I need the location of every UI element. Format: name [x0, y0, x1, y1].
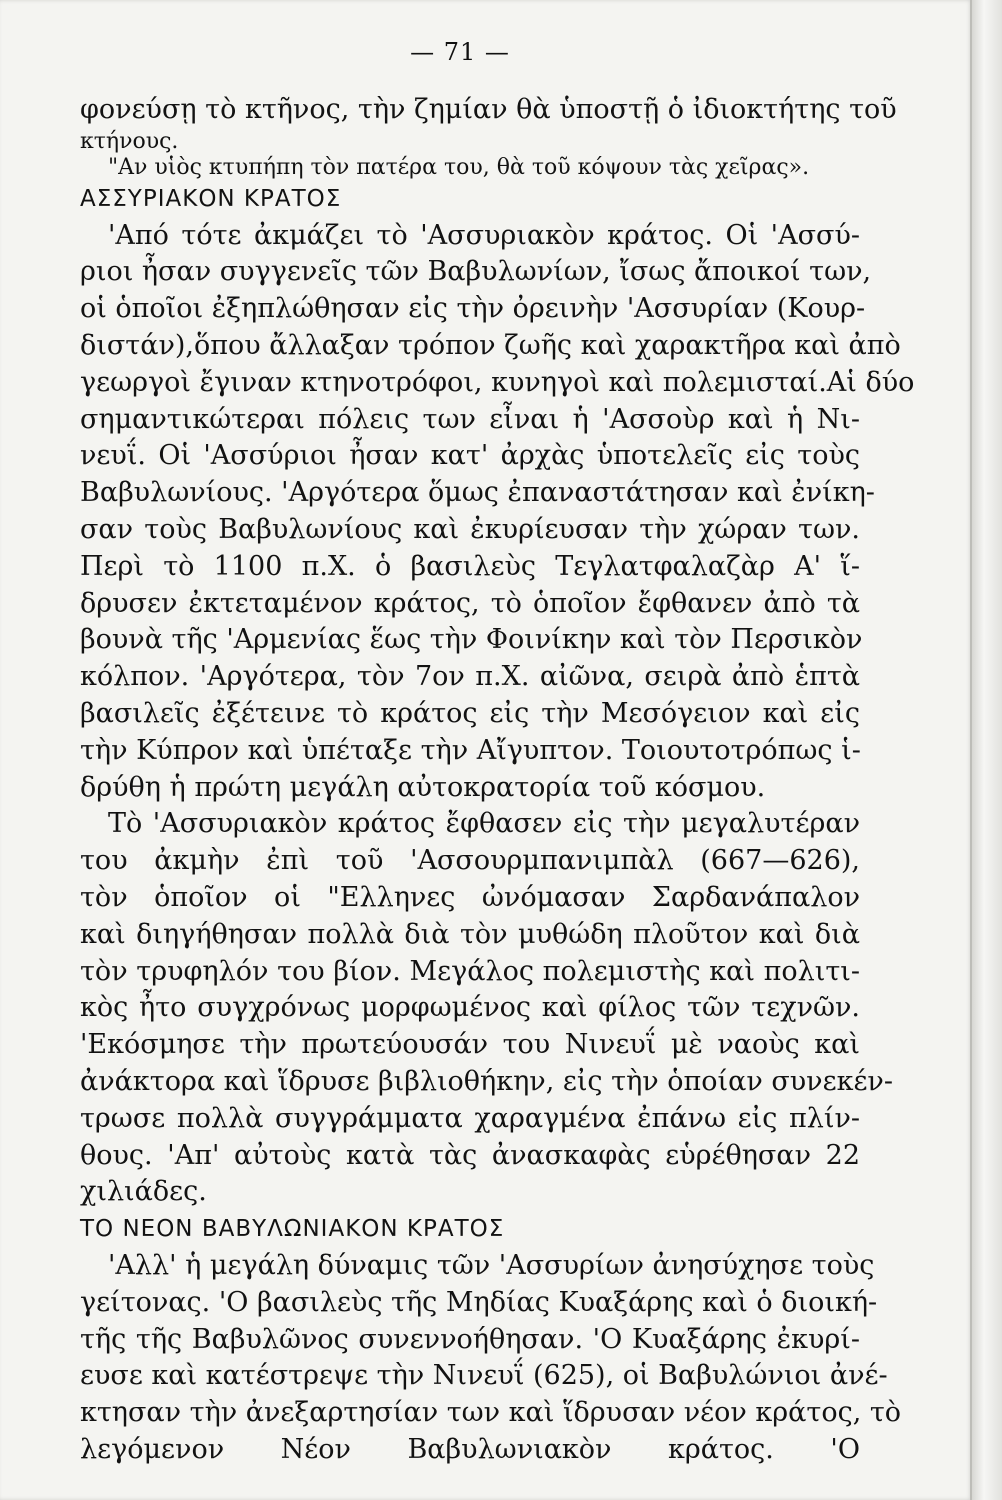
text-line: κτήνους.	[80, 128, 179, 154]
text-line: τὸν τρυφηλόν του βίον. Μεγάλος πολεμιστὴς καὶ πολιτι-	[80, 955, 860, 987]
section-heading: ΤΟ ΝΕΟΝ ΒΑΒΥΛΩΝΙΑΚΟΝ ΚΡΑΤΟΣ	[80, 1216, 505, 1243]
page-number: — 71 —	[410, 38, 510, 66]
text-line: σαν τοὺς Βαβυλωνίους καὶ ἐκυρίευσαν τὴν χώραν των.	[80, 513, 860, 545]
text-line: λεγόμενον Νέον Βαβυλωνιακὸν κράτος. 'Ο	[80, 1433, 860, 1465]
text-line: τῆς τῆς Βαβυλῶνος συνεννοήθησαν. 'Ο Κυαξάρης ἐκυρί-	[80, 1323, 860, 1355]
text-line: ευσε καὶ κατέστρεψε τὴν Νινευΐ (625), οἱ Βαβυλώνιοι ἀνέ-	[80, 1360, 888, 1392]
text-line: Περὶ τὸ 1100 π.Χ. ὁ βασιλεὺς Τεγλατφαλαζὰρ Α' ἵ-	[80, 550, 860, 582]
text-line: κτησαν τὴν ἀνεξαρτησίαν των καὶ ἵδρυσαν νέον κράτος, τὸ	[80, 1397, 902, 1429]
text-line: ἀνάκτορα καὶ ἵδρυσε βιβλιοθήκην, εἰς τὴν ὁποίαν συνεκέν-	[80, 1065, 893, 1097]
text-line: καὶ διηγήθησαν πολλὰ διὰ τὸν μυθώδη πλοῦτον καὶ διὰ	[80, 918, 860, 950]
text-line: του ἀκμὴν ἐπὶ τοῦ 'Ασσουρμπανιμπὰλ (667—626),	[80, 845, 860, 877]
text-line: σημαντικώτεραι πόλεις των εἶναι ἡ 'Ασσοὺρ καὶ ἡ Νι-	[80, 403, 860, 435]
text-line: κόλπον. 'Αργότερα, τὸν 7ον π.Χ. αἰῶνα, σειρὰ ἀπὸ ἑπτὰ	[80, 661, 860, 693]
text-line: φονεύσῃ τὸ κτῆνος, τὴν ζημίαν θὰ ὑποστῇ ὁ ἰδιοκτήτης τοῦ	[80, 94, 897, 125]
text-line: τρωσε πολλὰ συγγράμματα χαραγμένα ἐπάνω εἰς πλίν-	[80, 1102, 860, 1134]
text-line: Τὸ 'Ασσυριακὸν κράτος ἔφθασεν εἰς τὴν μεγαλυτέραν	[108, 808, 860, 840]
section-heading: ΑΣΣΥΡΙΑΚΟΝ ΚΡΑΤΟΣ	[80, 185, 342, 212]
text-line: 'Από τότε ἀκμάζει τὸ 'Ασσυριακὸν κράτος. Οἱ 'Ασσύ-	[108, 219, 860, 251]
text-line: χιλιάδες.	[80, 1176, 207, 1208]
text-line: 'Αλλ' ἡ μεγάλη δύναμις τῶν 'Ασσυρίων ἀνησύχησε τοὺς	[108, 1249, 875, 1281]
page-edge	[970, 0, 1002, 1500]
text-line: τὸν ὁποῖον οἱ "Ελληνες ὠνόμασαν Σαρδανάπαλον	[80, 881, 860, 913]
text-line: 'Εκόσμησε τὴν πρωτεύουσάν του Νινευΐ μὲ ναοὺς καὶ	[80, 1029, 860, 1061]
text-line: κὸς ἦτο συγχρόνως μορφωμένος καὶ φίλος τῶν τεχνῶν.	[80, 992, 860, 1024]
text-line: βουνὰ τῆς 'Αρμενίας ἕως τὴν Φοινίκην καὶ τὸν Περσικὸν	[80, 624, 863, 656]
text-line: θους. 'Απ' αὐτοὺς κατὰ τὰς ἀνασκαφὰς εὑρέθησαν 22	[80, 1139, 860, 1171]
text-line: δρυσεν ἐκτεταμένον κράτος, τὸ ὁποῖον ἔφθανεν ἀπὸ τὰ	[80, 587, 860, 619]
text-line: γεωργοὶ ἔγιναν κτηνοτρόφοι, κυνηγοὶ καὶ πολεμισταί.Αἱ δύο	[80, 366, 915, 398]
text-line: βασιλεῖς ἐξέτεινε τὸ κράτος εἰς τὴν Μεσόγειον καὶ εἰς	[80, 697, 860, 729]
text-line: οἱ ὁποῖοι ἐξηπλώθησαν εἰς τὴν ὀρεινὴν 'Ασσυρίαν (Κουρ-	[80, 293, 866, 325]
text-line: δρύθη ἡ πρώτη μεγάλη αὐτοκρατορία τοῦ κόσμου.	[80, 771, 766, 803]
text-line: διστάν),ὅπου ἄλλαξαν τρόπον ζωῆς καὶ χαρακτῆρα καὶ ἀπὸ	[80, 329, 901, 361]
text-line: γείτονας. 'Ο βασιλεὺς τῆς Μηδίας Κυαξάρης καὶ ὁ διοική-	[80, 1286, 878, 1318]
text-line: νευΐ. Οἱ 'Ασσύριοι ἦσαν κατ' ἀρχὰς ὑποτελεῖς εἰς τοὺς	[80, 440, 860, 472]
page-text	[80, 92, 915, 1469]
text-line: τὴν Κύπρον καὶ ὑπέταξε τὴν Αἴγυπτον. Τοιουτοτρόπως ἱ-	[80, 734, 861, 766]
text-line: ριοι ἦσαν συγγενεῖς τῶν Βαβυλωνίων, ἴσως ἄποικοί των,	[80, 256, 872, 288]
text-line: Βαβυλωνίους. 'Αργότερα ὅμως ἐπαναστάτησαν καὶ ἐνίκη-	[80, 477, 875, 509]
text-line: "Αν υἱὸς κτυπήπη τὸν πατέρα του, θὰ τοῦ κόψουν τὰς χεῖρας».	[108, 154, 810, 180]
